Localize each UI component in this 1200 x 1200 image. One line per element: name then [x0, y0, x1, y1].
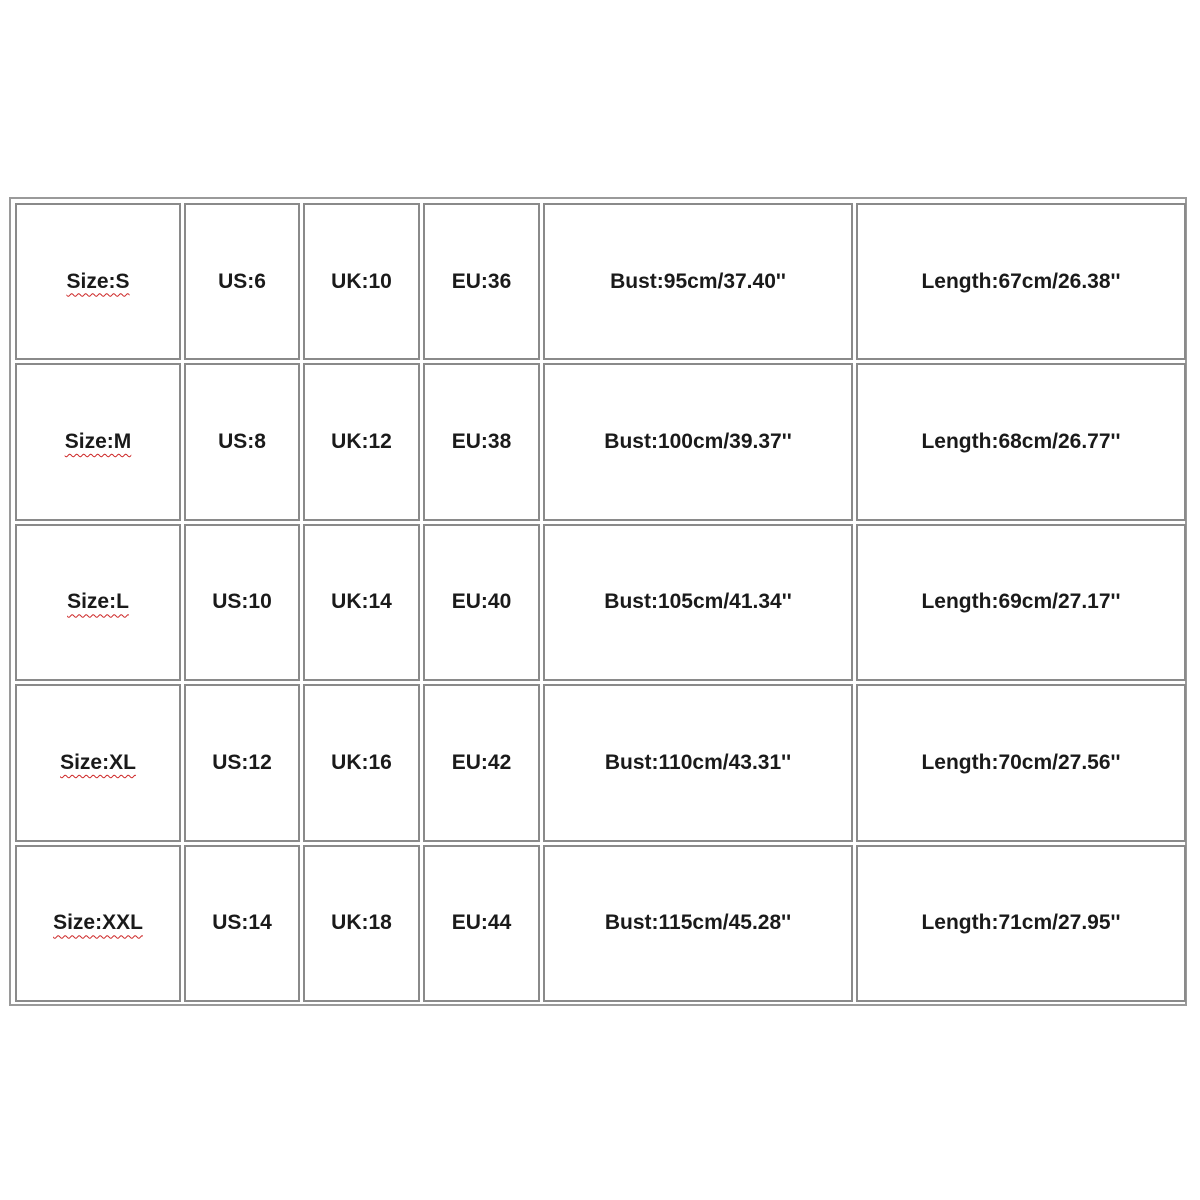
table-row: [15, 845, 1186, 1002]
table-row: [15, 203, 1186, 360]
uk-size-cell: UK:10: [303, 203, 420, 360]
size-label: Size:L: [67, 590, 129, 614]
bust-cell: Bust:105cm/41.34'': [543, 524, 853, 681]
us-size-cell: US:10: [184, 524, 300, 681]
eu-size-cell: EU:42: [423, 684, 540, 841]
size-label: Size:XXL: [53, 911, 143, 935]
size-table: [12, 200, 1189, 1005]
size-label: Size:M: [64, 430, 132, 454]
us-size-cell: US:14: [184, 845, 300, 1002]
us-size-cell: US:12: [184, 684, 300, 841]
length-cell: Length:67cm/26.38'': [856, 203, 1186, 360]
size-cell: [15, 203, 181, 360]
eu-size-cell: EU:44: [423, 845, 540, 1002]
table-row: [15, 524, 1186, 681]
length-cell: Length:68cm/26.77'': [856, 363, 1186, 520]
eu-size-cell: EU:38: [423, 363, 540, 520]
eu-size-cell: EU:40: [423, 524, 540, 681]
eu-size-cell: EU:36: [423, 203, 540, 360]
size-label: Size:S: [66, 269, 130, 293]
size-cell: [15, 363, 181, 520]
length-cell: Length:70cm/27.56'': [856, 684, 1186, 841]
bust-cell: Bust:115cm/45.28'': [543, 845, 853, 1002]
size-chart: [9, 197, 1187, 1006]
us-size-cell: US:6: [184, 203, 300, 360]
table-row: [15, 684, 1186, 841]
uk-size-cell: UK:12: [303, 363, 420, 520]
uk-size-cell: UK:16: [303, 684, 420, 841]
size-cell: [15, 845, 181, 1002]
bust-cell: Bust:100cm/39.37'': [543, 363, 853, 520]
bust-cell: Bust:110cm/43.31'': [543, 684, 853, 841]
uk-size-cell: UK:14: [303, 524, 420, 681]
us-size-cell: US:8: [184, 363, 300, 520]
length-cell: Length:69cm/27.17'': [856, 524, 1186, 681]
size-label: Size:XL: [60, 750, 136, 774]
size-cell: [15, 524, 181, 681]
table-row: [15, 363, 1186, 520]
size-cell: [15, 684, 181, 841]
bust-cell: Bust:95cm/37.40'': [543, 203, 853, 360]
length-cell: Length:71cm/27.95'': [856, 845, 1186, 1002]
uk-size-cell: UK:18: [303, 845, 420, 1002]
